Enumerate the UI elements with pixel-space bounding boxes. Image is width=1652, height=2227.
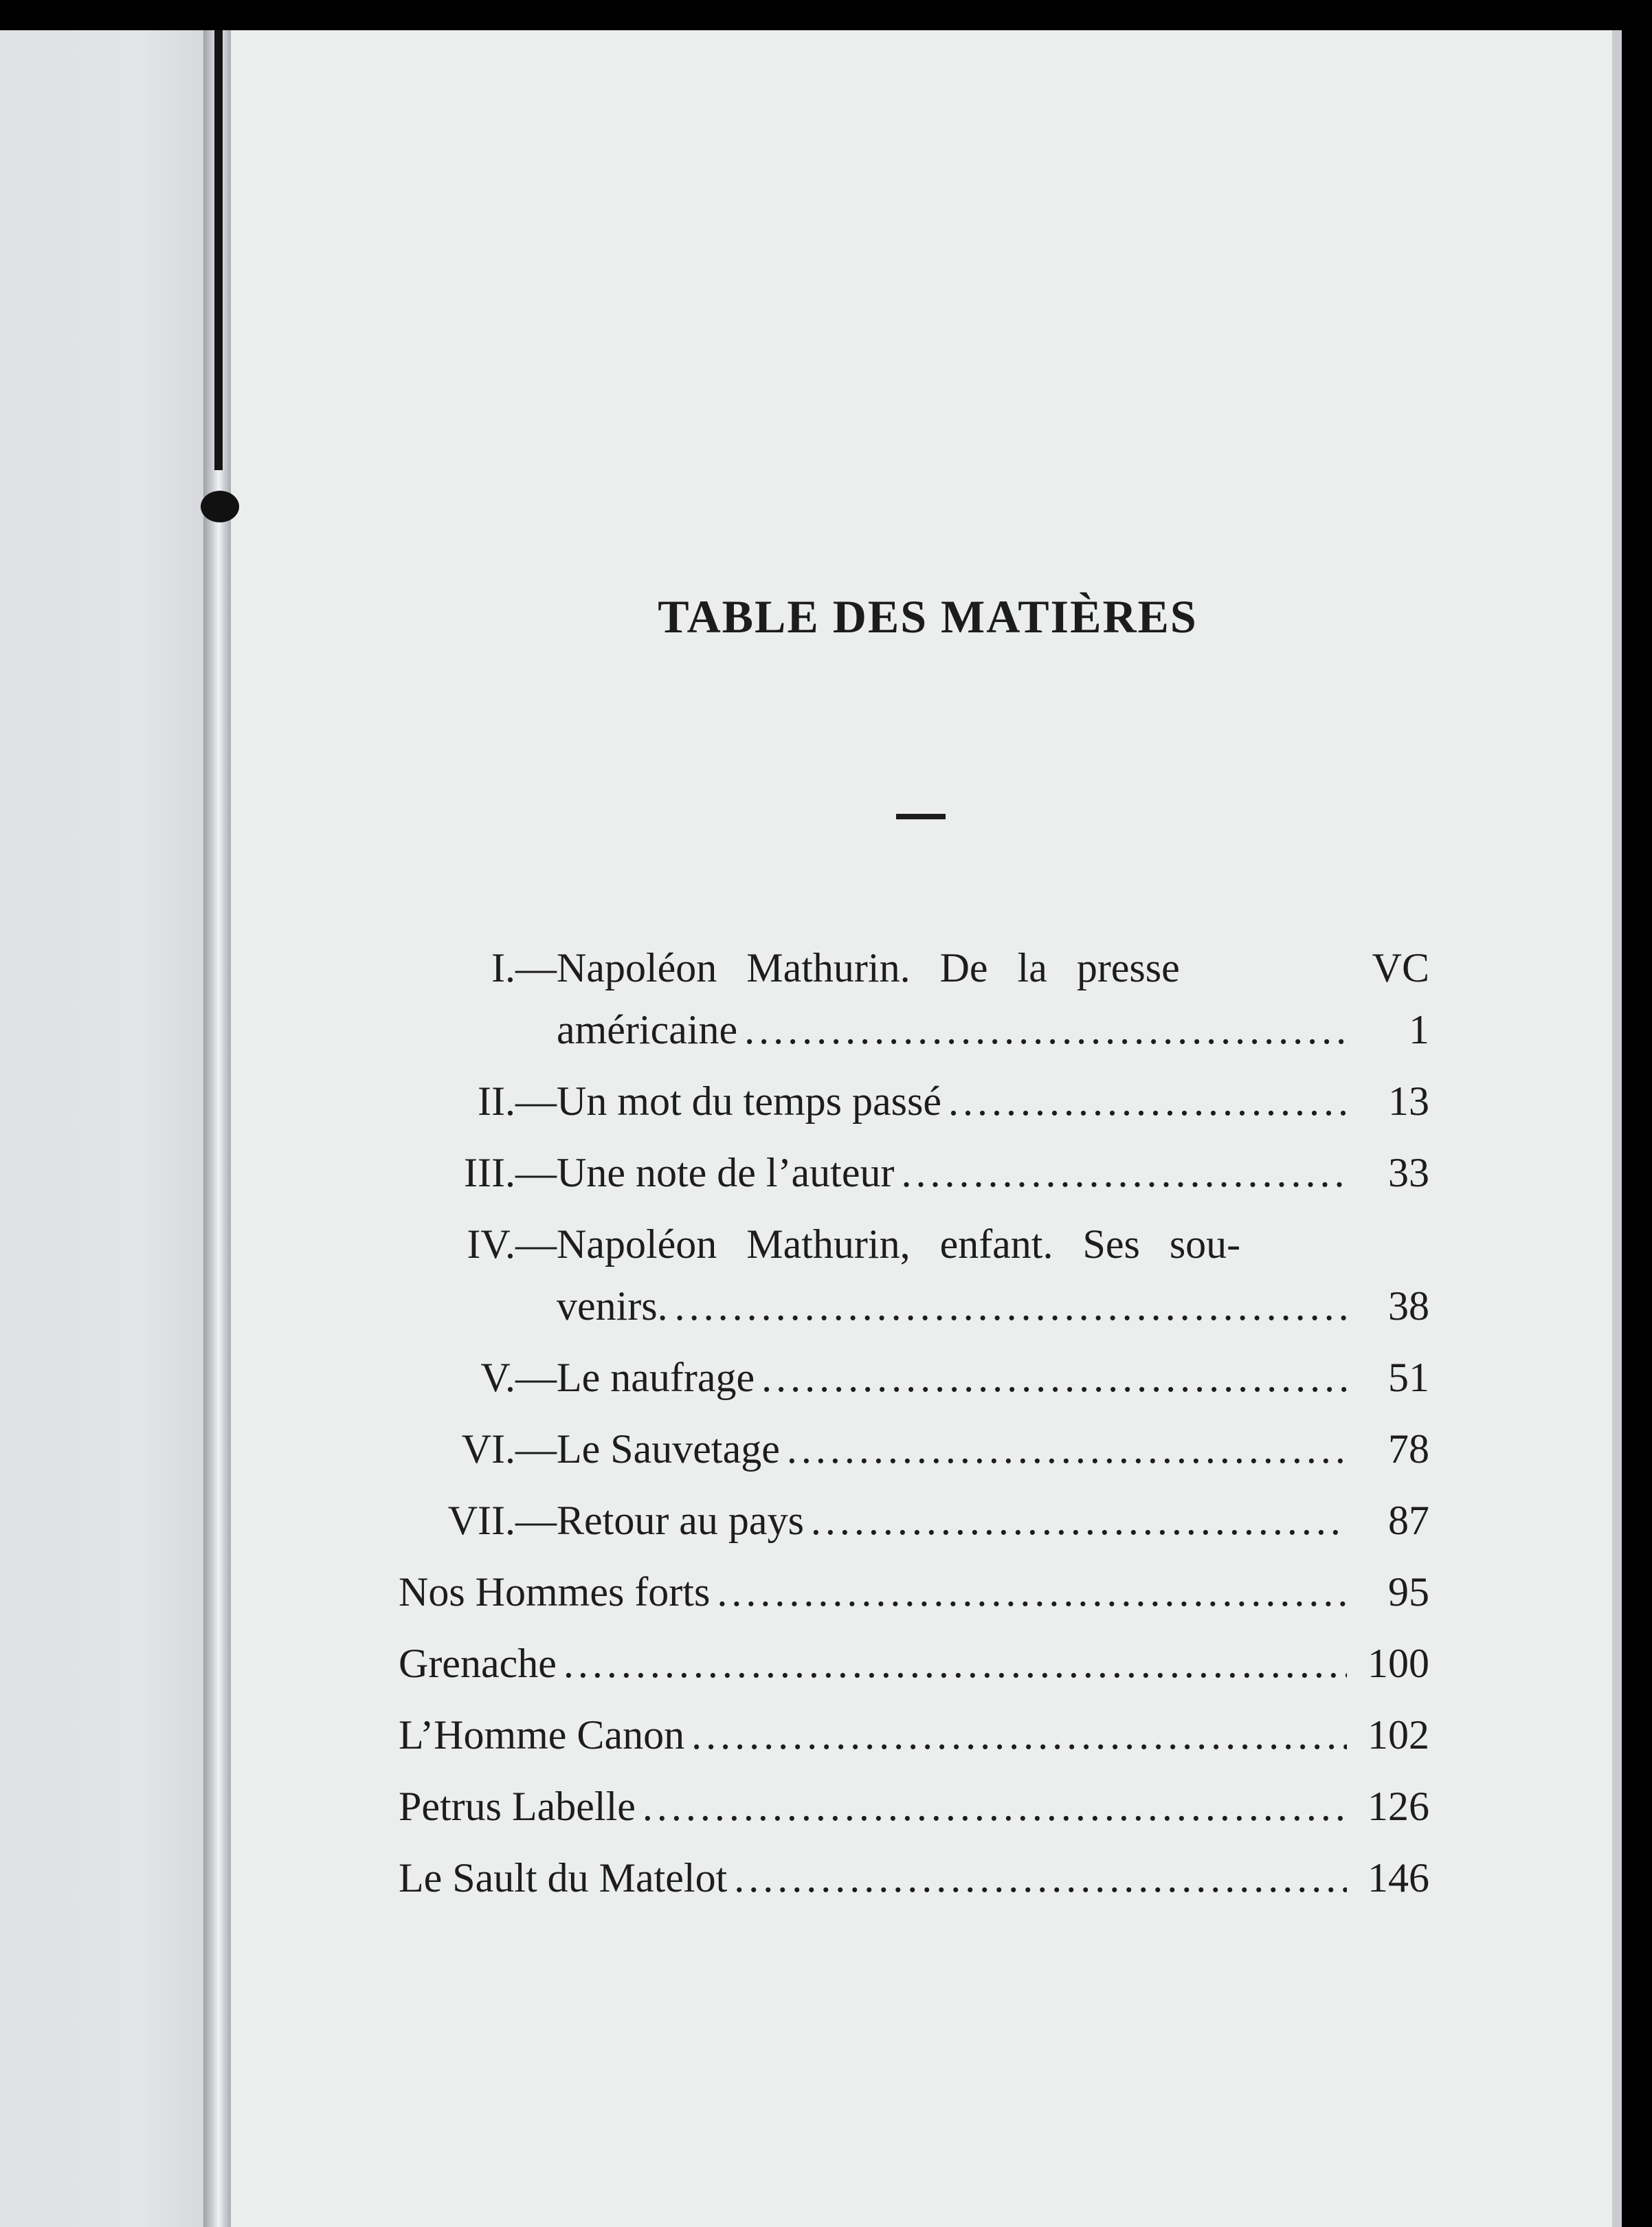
dot-leader [563,1640,1347,1687]
left-page [0,30,206,2227]
entry-title: Nos Hommes forts [399,1569,711,1615]
entry-title: Une note de l’auteur [557,1150,895,1195]
chapter-number: VII.— [447,1498,557,1543]
entry-title: Napoléon Mathurin, enfant. Ses sou- [557,1221,1241,1267]
scan-frame [0,30,1622,2227]
chapter-number: III.— [464,1150,557,1195]
toc-entry [399,1783,1429,1845]
dot-leader [675,1283,1347,1330]
page-number: 126 [1368,1784,1429,1829]
toc-entry [399,1497,1429,1559]
table-of-contents [399,944,1429,1926]
page-number: 95 [1388,1569,1429,1615]
page-number: 87 [1388,1498,1429,1543]
toc-entry [399,1426,1429,1487]
entry-title: Le Sauvetage [557,1426,780,1472]
binding-thread [214,30,223,470]
toc-entry [399,944,1429,1068]
toc-entry [399,1711,1429,1773]
toc-entry [399,1640,1429,1702]
entry-title-continuation: venirs. [557,1283,668,1329]
dot-leader [787,1426,1347,1473]
toc-entry [399,1078,1429,1140]
toc-entry [399,1354,1429,1416]
title-rule [896,814,946,819]
toc-entry [399,1221,1429,1344]
entry-title: Grenache [399,1641,557,1686]
page-number: 38 [1388,1283,1429,1329]
dot-leader [691,1711,1347,1759]
chapter-number: V.— [480,1355,557,1400]
entry-title: Napoléon Mathurin. De la presse [557,945,1180,990]
page-edge [1612,30,1622,2227]
chapter-number: I.— [491,945,557,990]
dot-leader [744,1006,1347,1054]
page-number: 102 [1368,1712,1429,1758]
bleed-through-text [588,202,1622,340]
toc-entry [399,1149,1429,1211]
page-number: 1 [1409,1007,1429,1052]
page-number: 33 [1388,1150,1429,1195]
dot-leader [948,1078,1347,1125]
toc-entry [399,1569,1429,1630]
dot-leader [734,1854,1347,1902]
page-title: TABLE DES MATIÈRES [658,590,1198,643]
chapter-number: II.— [478,1078,557,1124]
page-number: VC [1372,945,1429,990]
dot-leader [811,1497,1347,1544]
dot-leader [717,1569,1347,1616]
entry-title: L’Homme Canon [399,1712,685,1758]
chapter-number: VI.— [461,1426,557,1472]
entry-title-continuation: américaine [557,1007,738,1052]
entry-title: Retour au pays [557,1498,804,1543]
entry-title: Petrus Labelle [399,1784,636,1829]
page-number: 100 [1368,1641,1429,1686]
binding-knot [201,491,239,522]
entry-title: Le Sault du Matelot [399,1855,728,1901]
chapter-number: IV.— [467,1221,557,1267]
page-number: 146 [1368,1855,1429,1901]
entry-title: Un mot du temps passé [557,1078,941,1124]
dot-leader [761,1354,1347,1401]
toc-entry [399,1854,1429,1916]
page-number: 13 [1388,1078,1429,1124]
dot-leader [901,1149,1347,1197]
entry-title: Le naufrage [557,1355,755,1400]
page-number: 51 [1388,1355,1429,1400]
page-number: 78 [1388,1426,1429,1472]
dot-leader [643,1783,1347,1830]
